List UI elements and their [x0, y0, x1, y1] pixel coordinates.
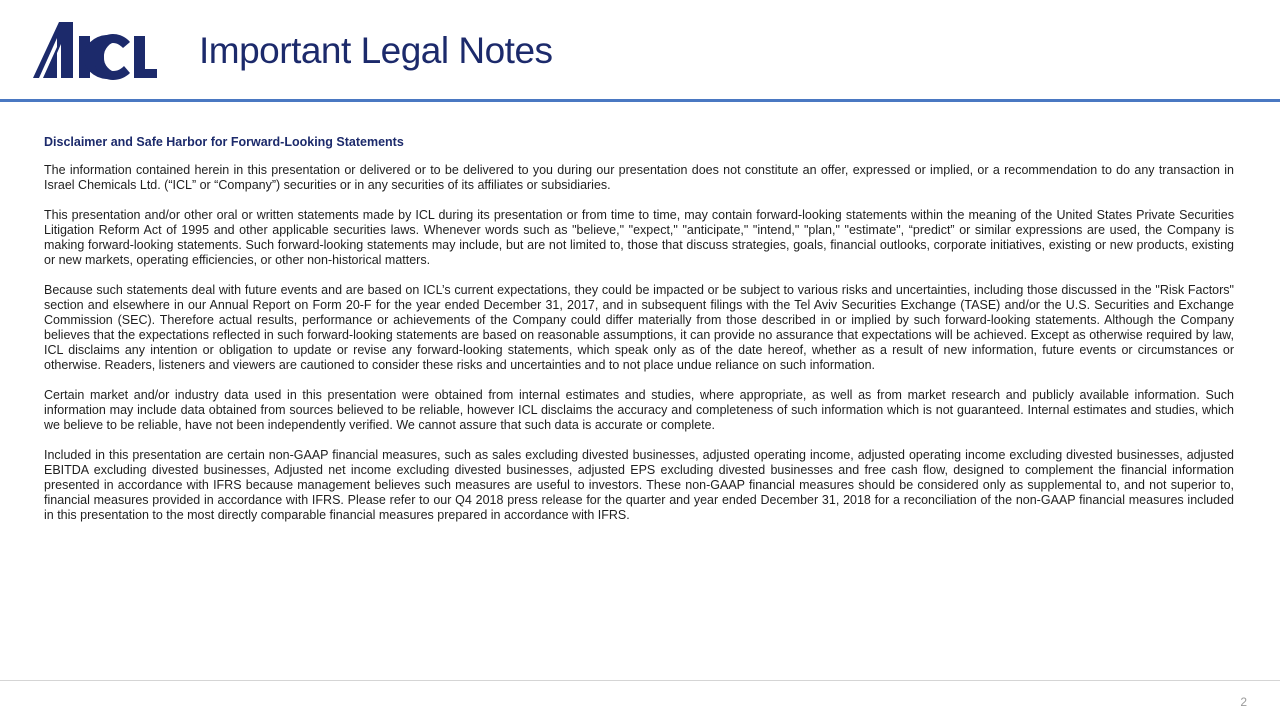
page-number: 2	[1240, 695, 1247, 709]
paragraph-market-data: Certain market and/or industry data used in this presentation were obtained from internal estimates and studies, where appropriate, as well as from market research and publicly available information. Such information may include data obtained from sources believed to be reliable, however ICL disclaims the accuracy and completeness of such information which is not guaranteed. Internal estimates and studies, which we believe to be reliable, have not been independently verified. We cannot assure that such data is accurate or complete.	[44, 388, 1234, 432]
paragraph-risks: Because such statements deal with future events and are based on ICL’s current expectations, they could be impacted or be subject to various risks and uncertainties, including those discussed in the "Risk Factors" section and elsewhere in our Annual Report on Form 20-F for the year ended December 31, 2017, and in subsequent filings with the Tel Aviv Securities Exchange (TASE) and/or the U.S. Securities and Exchange Commission (SEC). Therefore actual results, performance or achievements of the Company could differ materially from those described in or implied by such forward-looking statements. Although the Company believes that the expectations reflected in such forward-looking statements are based on reasonable assumptions, it can provide no assurance that expectations will be achieved. Except as otherwise required by law, ICL disclaims any intention or obligation to update or revise any forward-looking statements, which speak only as of the date hereof, whether as a result of new information, future events or circumstances or otherwise. Readers, listeners and viewers are cautioned to consider these risks and uncertainties and to not place undue reliance on such information.	[44, 283, 1234, 372]
header-divider	[0, 99, 1280, 102]
slide-header	[0, 0, 1280, 100]
page-title: Important Legal Notes	[199, 30, 553, 71]
paragraph-forward-looking: This presentation and/or other oral or written statements made by ICL during its presentation or from time to time, may contain forward-looking statements within the meaning of the United States Private Securities Litigation Reform Act of 1995 and other applicable securities laws. Whenever words such as "believe," "expect," "anticipate," "intend," "plan," "estimate", “predict” or similar expressions are used, the Company is making forward-looking statements. Such forward-looking statements may include, but are not limited to, those that discuss strategies, goals, financial outlooks, corporate initiatives, existing or new products, existing or new markets, operating efficiencies, or other non-historical matters.	[44, 208, 1234, 267]
paragraph-non-gaap: Included in this presentation are certain non-GAAP financial measures, such as sales excluding divested businesses, adjusted operating income, adjusted operating income excluding divested businesses, adjusted EBITDA excluding divested businesses, Adjusted net income excluding divested businesses, adjusted EPS excluding divested businesses and free cash flow, designed to complement the financial information presented in accordance with IFRS because management believes such measures are useful to investors. These non-GAAP financial measures should be considered only as supplemental to, and not superior to, financial measures provided in accordance with IFRS. Please refer to our Q4 2018 press release for the quarter and year ended December 31, 2018 for a reconciliation of the non-GAAP financial measures included in this presentation to the most directly comparable financial measures prepared in accordance with IFRS.	[44, 448, 1234, 522]
legal-notes-body	[44, 135, 1234, 538]
footer-divider	[0, 680, 1280, 681]
paragraph-offer-disclaimer: The information contained herein in this presentation or delivered or to be delivered to you during our presentation does not constitute an offer, expressed or implied, or a recommendation to do any transaction in Israel Chemicals Ltd. (“ICL” or “Company”) securities or in any securities of its affiliates or subsidiaries.	[44, 163, 1234, 192]
disclaimer-heading: Disclaimer and Safe Harbor for Forward-Looking Statements	[44, 135, 404, 149]
icl-logo	[33, 22, 158, 80]
